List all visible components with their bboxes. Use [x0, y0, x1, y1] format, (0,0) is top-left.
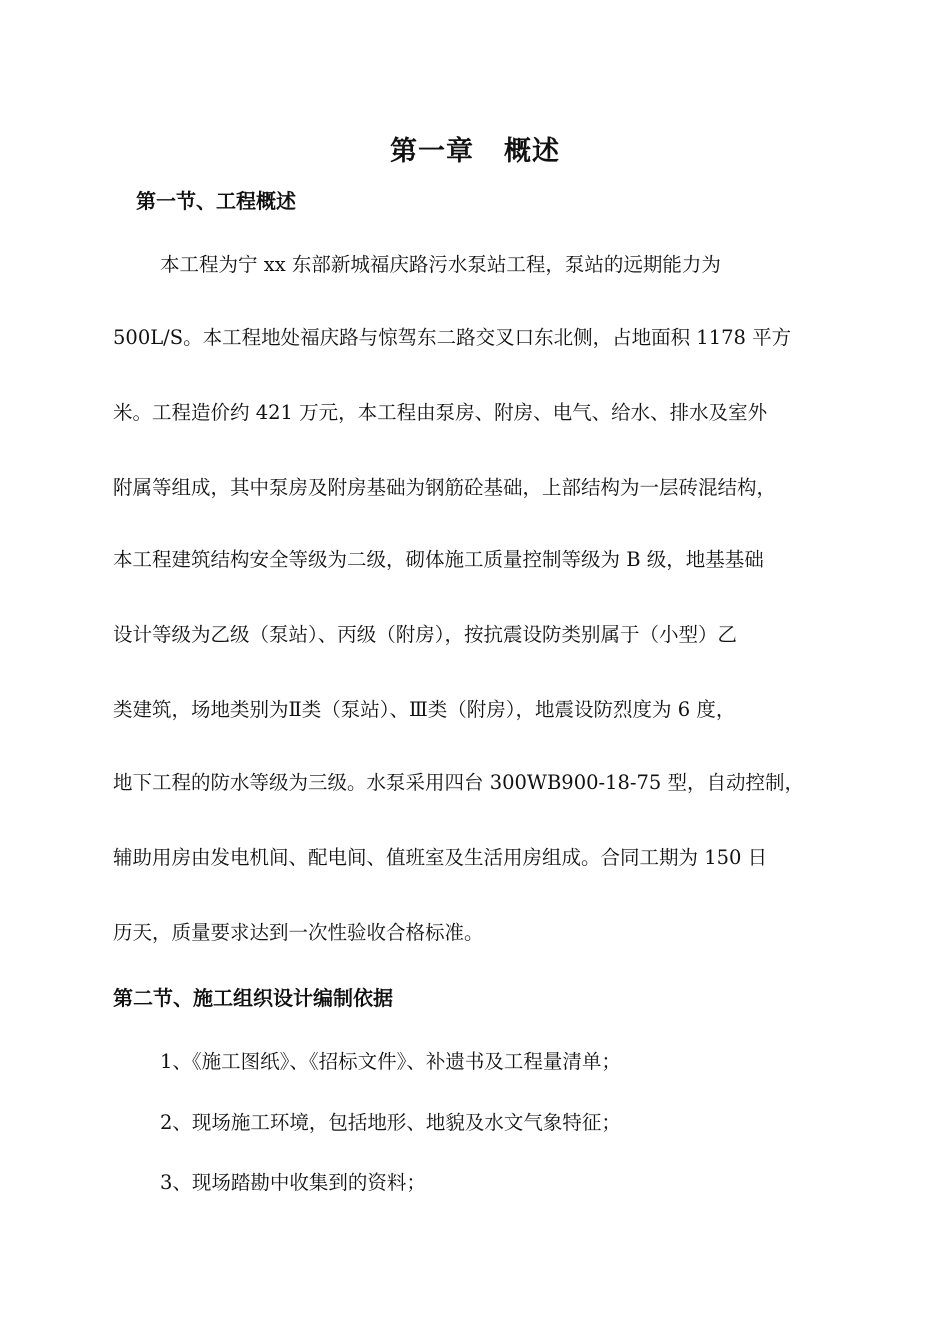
list-item: 3、现场踏勘中收集到的资料；	[160, 1171, 426, 1194]
paragraph-line: 米。工程造价约 421 万元，本工程由泵房、附房、电气、给水、排水及室外	[113, 401, 768, 424]
section-2-title: 第二节、施工组织设计编制依据	[113, 986, 393, 1010]
paragraph-line: 设计等级为乙级（泵站）、丙级（附房），按抗震设防类别属于（小型）乙	[113, 623, 738, 646]
paragraph-line: 500L/S。本工程地处福庆路与惊驾东二路交叉口东北侧，占地面积 1178 平方	[113, 326, 792, 349]
paragraph-line: 历天，质量要求达到一次性验收合格标准。	[113, 921, 484, 944]
list-item: 1、《施工图纸》、《招标文件》、补遗书及工程量清单；	[160, 1050, 621, 1073]
chapter-name: 概述	[504, 136, 560, 167]
paragraph-line: 地下工程的防水等级为三级。水泵采用四台 300WB900-18-75 型，自动控制，	[113, 771, 805, 794]
paragraph-line: 附属等组成，其中泵房及附房基础为钢筋砼基础，上部结构为一层砖混结构，	[113, 476, 777, 499]
list-item: 2、现场施工环境，包括地形、地貌及水文气象特征；	[160, 1111, 621, 1134]
paragraph-line: 辅助用房由发电机间、配电间、值班室及生活用房组成。合同工期为 150 日	[113, 846, 768, 869]
section-1-title: 第一节、工程概述	[136, 189, 296, 213]
chapter-number: 第一章	[390, 136, 474, 167]
paragraph-line: 本工程建筑结构安全等级为二级，砌体施工质量控制等级为 B 级，地基基础	[113, 548, 764, 571]
paragraph-line: 类建筑，场地类别为Ⅱ类（泵站）、Ⅲ类（附房），地震设防烈度为 6 度，	[113, 698, 736, 721]
paragraph-line: 本工程为宁 xx 东部新城福庆路污水泵站工程，泵站的远期能力为	[160, 253, 721, 276]
chapter-title	[0, 132, 950, 172]
